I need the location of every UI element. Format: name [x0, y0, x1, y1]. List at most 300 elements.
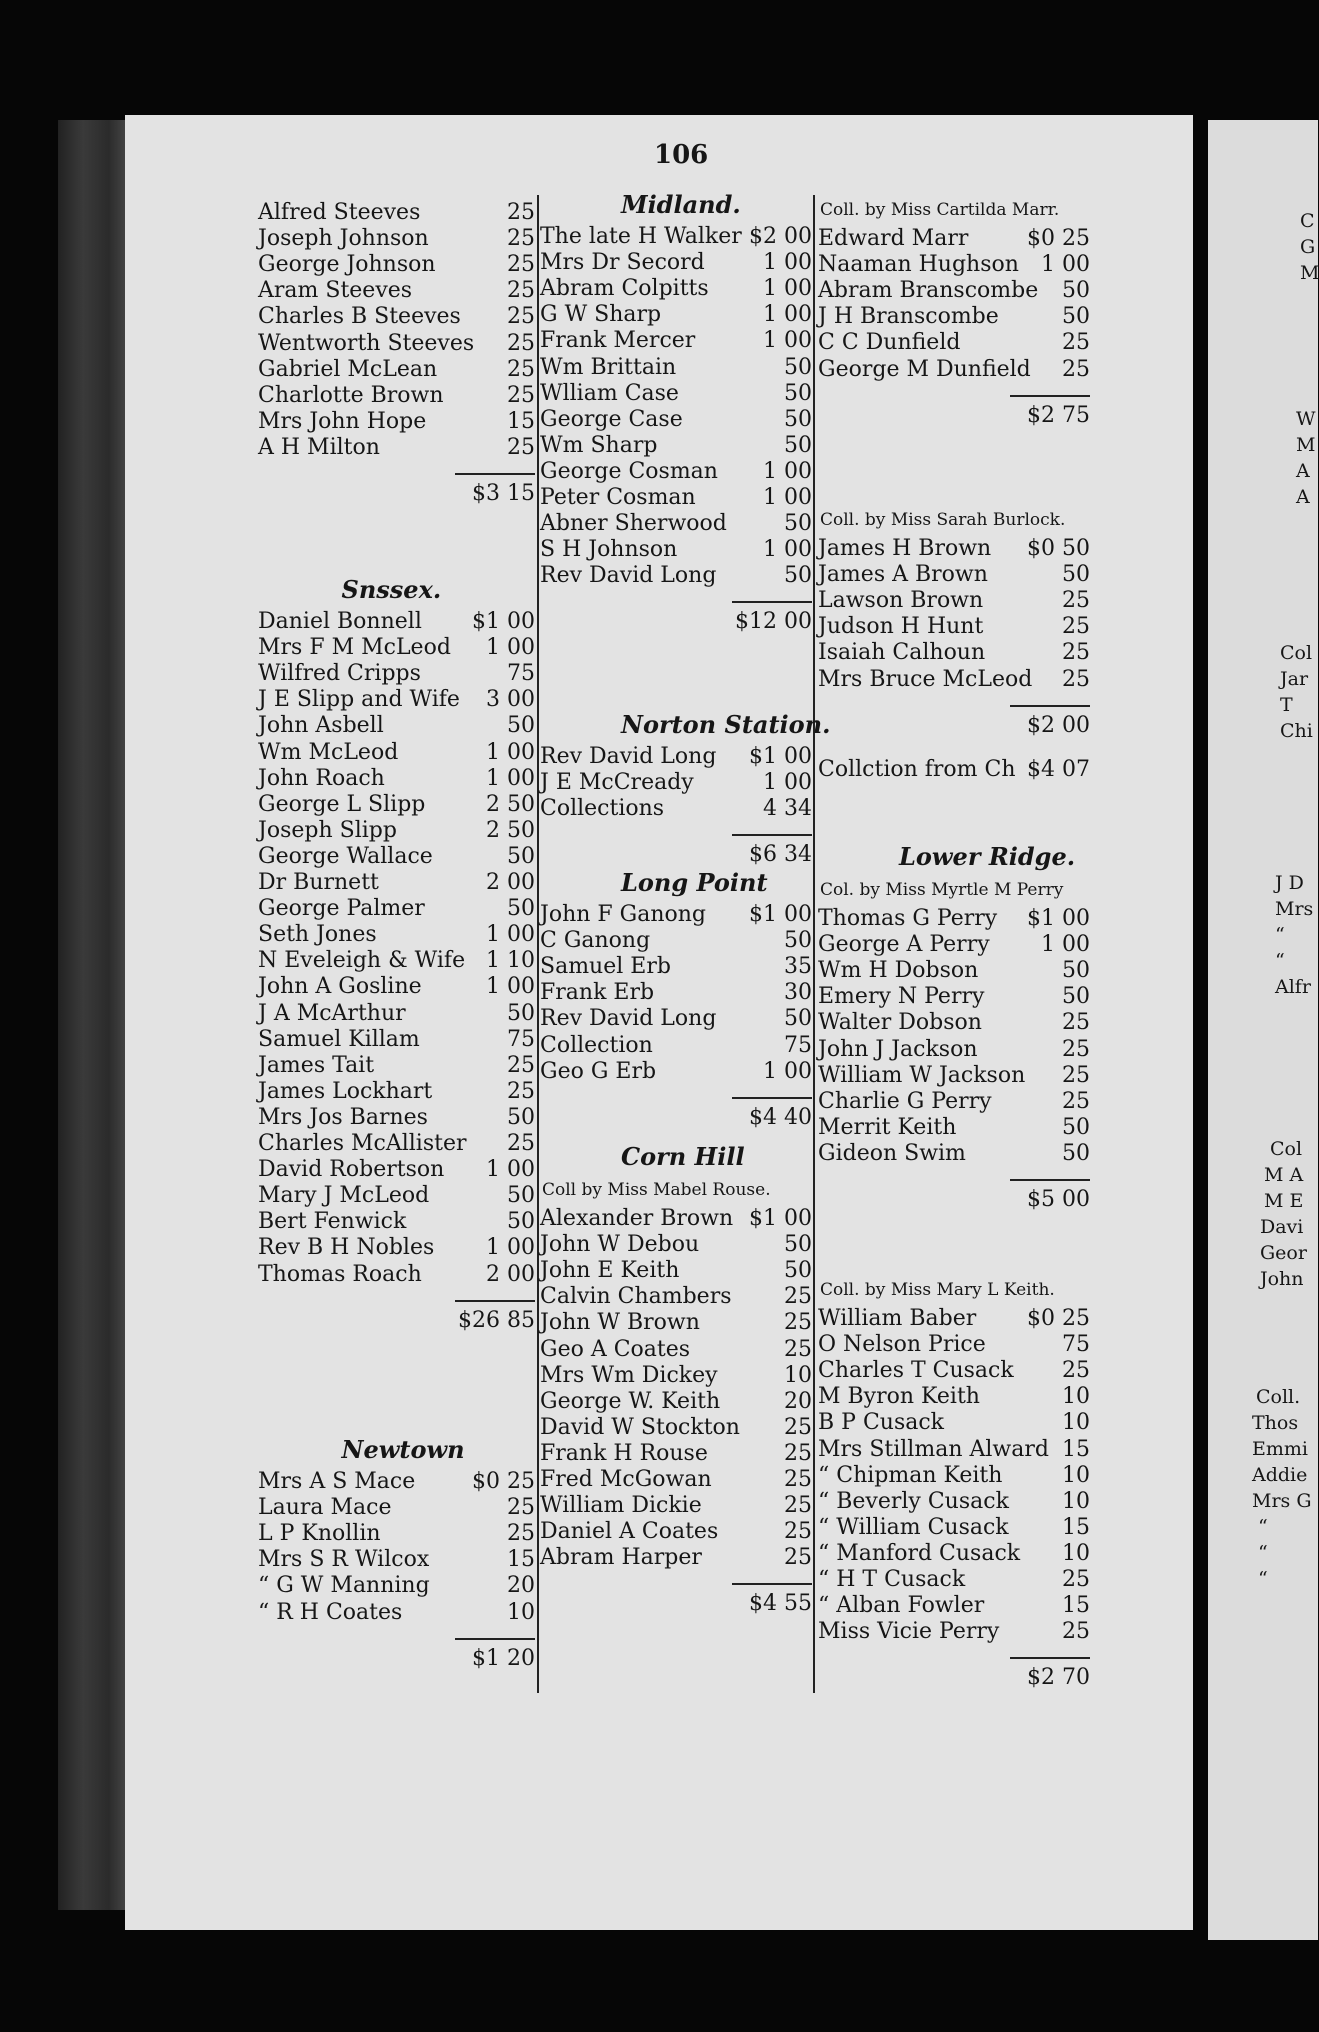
list-item — [258, 792, 535, 818]
contributor-name: C Ganong — [540, 928, 651, 954]
list-item — [258, 1183, 535, 1209]
list-item — [258, 252, 535, 278]
contributor-name: James Lockhart — [258, 1078, 433, 1104]
list-item — [540, 1006, 812, 1032]
contributor-name: Rev David Long — [540, 1006, 717, 1032]
amount: 25 — [1062, 640, 1090, 666]
contributor-name: John W Debou — [540, 1232, 700, 1258]
section-total: $4 55 — [749, 1591, 812, 1617]
contributor-name: Samuel Killam — [258, 1026, 420, 1052]
amount: 25 — [507, 1495, 535, 1521]
contributor-name: Rev David Long — [540, 744, 717, 769]
list-item — [818, 562, 1090, 588]
amount: 25 — [784, 1310, 812, 1336]
contributor-name: George Cosman — [540, 458, 718, 484]
amount: 50 — [784, 380, 812, 406]
list-item — [818, 1515, 1090, 1541]
amount: 10 — [784, 1362, 812, 1388]
contributor-name: Abram Branscombe — [818, 278, 1039, 304]
contributor-name: Rev B H Nobles — [258, 1235, 435, 1261]
list-item — [540, 537, 812, 563]
amount: 25 — [507, 1131, 535, 1156]
contributor-name: Charlie G Perry — [818, 1088, 992, 1114]
amount: $0 25 — [1027, 226, 1090, 251]
contributor-name: Charles McAllister — [258, 1131, 467, 1156]
list-item — [258, 383, 535, 409]
list-item — [258, 661, 535, 687]
amount: 1 00 — [486, 1157, 535, 1183]
list-item — [258, 896, 535, 922]
list-item — [258, 278, 535, 304]
contributor-name: Wm Sharp — [540, 432, 658, 458]
list-item — [818, 1619, 1090, 1645]
contributor-name: William Dickie — [540, 1493, 702, 1519]
contributor-name: Joseph Johnson — [258, 226, 429, 252]
amount: 10 — [507, 1599, 535, 1625]
list-item — [540, 250, 812, 276]
list-item — [258, 1001, 535, 1027]
contributor-name: “ Manford Cusack — [818, 1540, 1021, 1566]
contributor-name: Mrs Stillman Alward — [818, 1436, 1049, 1462]
amount: 15 — [1062, 1593, 1090, 1619]
list-item — [818, 304, 1090, 330]
amount: 15 — [507, 408, 535, 434]
amount: 25 — [507, 200, 535, 225]
list-item — [540, 1519, 812, 1545]
amount: 1 00 — [763, 328, 812, 354]
contributor-name: Daniel A Coates — [540, 1519, 719, 1545]
contributor-name: Frank Mercer — [540, 328, 696, 354]
contributor-name: John A Gosline — [258, 974, 422, 1000]
amount: 50 — [1062, 278, 1090, 304]
list-item — [540, 1258, 812, 1284]
amount: 25 — [784, 1440, 812, 1466]
contributor-name: Mrs John Hope — [258, 408, 427, 434]
facing-page-fragment: Alfr — [1275, 976, 1311, 998]
list-item — [258, 609, 535, 635]
contributor-name: Gideon Swim — [818, 1140, 966, 1166]
contributor-name: Wm Brittain — [540, 354, 677, 380]
contributor-name: B P Cusack — [818, 1410, 945, 1436]
total-rule — [1010, 395, 1090, 397]
total-rule — [1010, 1179, 1090, 1181]
list-item — [540, 276, 812, 302]
contributor-name: Thomas G Perry — [818, 906, 998, 931]
contributor-name: Geo G Erb — [540, 1058, 657, 1084]
amount: 2 50 — [486, 817, 535, 843]
amount: 25 — [784, 1467, 812, 1492]
list-item — [540, 796, 812, 822]
contributor-name: Charles B Steeves — [258, 304, 461, 330]
facing-page-fragment: M — [1300, 262, 1319, 284]
amount: 25 — [784, 1545, 812, 1571]
amount: 25 — [507, 304, 535, 330]
list-item — [818, 330, 1090, 356]
facing-page-fragment: Chi — [1280, 720, 1313, 742]
amount: 50 — [507, 843, 535, 869]
facing-page-fragment: “ — [1258, 1516, 1268, 1538]
extra-line — [818, 757, 1090, 783]
collector-note: Coll. by Miss Sarah Burlock. — [820, 510, 1066, 530]
list-item — [818, 1463, 1090, 1489]
amount: 50 — [784, 928, 812, 954]
amount: 10 — [1062, 1488, 1090, 1514]
list-item — [818, 357, 1090, 383]
list-item — [818, 1567, 1090, 1593]
list-item — [818, 1593, 1090, 1619]
amount: 50 — [507, 1183, 535, 1209]
total-rule — [732, 1097, 812, 1099]
facing-page-fragment: M — [1296, 434, 1316, 456]
contributor-name: Abram Harper — [540, 1545, 702, 1571]
list-item — [258, 1053, 535, 1079]
amount: 25 — [507, 278, 535, 304]
section-heading: Norton Station. — [621, 710, 831, 739]
amount: 1 00 — [486, 739, 535, 765]
amount: 25 — [507, 1078, 535, 1104]
contributor-name: George W. Keith — [540, 1388, 721, 1414]
amount: 25 — [1062, 1358, 1090, 1384]
contributor-name: Peter Cosman — [540, 485, 696, 510]
contributor-name: “ G W Manning — [258, 1573, 430, 1599]
contributor-name: Alexander Brown — [540, 1206, 734, 1231]
list-item — [540, 1389, 812, 1415]
amount: 1 00 — [763, 250, 812, 276]
list-item — [540, 563, 812, 589]
amount: $1 00 — [749, 902, 812, 927]
section-total: $2 70 — [1027, 1665, 1090, 1691]
contributor-name: George Palmer — [258, 896, 425, 922]
amount: 2 50 — [486, 791, 535, 817]
list-item — [818, 667, 1090, 693]
contributor-name: William W Jackson — [818, 1062, 1026, 1088]
amount: 50 — [1062, 1140, 1090, 1166]
contributor-name: Geo A Coates — [540, 1336, 691, 1362]
list-item — [258, 1131, 535, 1157]
section-total: $3 15 — [472, 481, 535, 506]
contributor-name: Aram Steeves — [258, 278, 413, 304]
contributor-name: O Nelson Price — [818, 1332, 986, 1358]
list-item — [818, 932, 1090, 958]
amount: 1 00 — [1041, 932, 1090, 958]
facing-page-fragment: Geor — [1260, 1242, 1307, 1264]
list-item — [258, 740, 535, 766]
section-total: $5 00 — [1027, 1187, 1090, 1212]
list-item — [818, 1063, 1090, 1089]
list-item — [258, 1235, 535, 1261]
list-item — [540, 511, 812, 537]
list-item — [258, 870, 535, 896]
list-item — [540, 1441, 812, 1467]
amount: 25 — [1062, 588, 1090, 614]
contributor-name: Walter Dobson — [818, 1010, 982, 1036]
amount: 50 — [1062, 1114, 1090, 1140]
list-item — [540, 1467, 812, 1493]
list-item — [818, 536, 1090, 562]
amount: 25 — [507, 226, 535, 252]
contributor-name: C C Dunfield — [818, 330, 961, 356]
contributor-name: John Roach — [258, 765, 385, 791]
amount: 25 — [1062, 1010, 1090, 1036]
amount: 1 00 — [763, 485, 812, 510]
amount: 25 — [507, 1052, 535, 1078]
list-item — [258, 304, 535, 330]
list-item — [540, 902, 812, 928]
facing-page-fragment: Coll. — [1256, 1386, 1301, 1408]
contributor-name: Laura Mace — [258, 1495, 392, 1521]
section-total: $2 00 — [1027, 712, 1090, 738]
list-item — [818, 1332, 1090, 1358]
list-item — [540, 744, 812, 770]
list-item — [540, 355, 812, 381]
facing-page-fragment: Col — [1280, 642, 1313, 664]
facing-page-fragment: J D — [1275, 872, 1304, 894]
facing-page-fragment: Emmi — [1252, 1438, 1308, 1460]
amount: 50 — [507, 1104, 535, 1130]
list-item — [818, 1437, 1090, 1463]
list-item — [818, 614, 1090, 640]
facing-page-fragment: A — [1296, 460, 1310, 482]
list-item — [258, 435, 535, 461]
contributor-name: Wlliam Case — [540, 380, 679, 406]
amount: 25 — [1062, 666, 1090, 692]
list-item — [540, 1363, 812, 1389]
contributor-name: Fred McGowan — [540, 1467, 712, 1492]
contributor-name: George M Dunfield — [818, 356, 1031, 382]
amount: 20 — [784, 1388, 812, 1414]
amount: $1 00 — [749, 744, 812, 769]
amount: 10 — [1062, 1540, 1090, 1566]
contributor-name: Collections — [540, 796, 665, 822]
list-item — [258, 766, 535, 792]
list-item — [540, 407, 812, 433]
list-item — [818, 278, 1090, 304]
contributor-name: “ Alban Fowler — [818, 1593, 985, 1619]
list-item — [818, 1384, 1090, 1410]
amount: 25 — [1062, 1062, 1090, 1088]
amount: 75 — [507, 661, 535, 687]
contributor-name: Dr Burnett — [258, 870, 379, 895]
contributor-name: Naaman Hughson — [818, 252, 1019, 278]
contributor-name: Miss Vicie Perry — [818, 1619, 1000, 1645]
section-heading: Newtown — [341, 1435, 465, 1464]
contributor-name: Bert Fenwick — [258, 1209, 407, 1235]
amount: 4 34 — [763, 796, 812, 822]
list-item — [258, 844, 535, 870]
amount: 25 — [507, 356, 535, 382]
contributor-name: Thomas Roach — [258, 1261, 422, 1287]
list-item — [258, 1262, 535, 1288]
contributor-name: S H Johnson — [540, 537, 678, 563]
amount: 25 — [1062, 1619, 1090, 1645]
section-heading: Long Point — [621, 868, 768, 897]
amount: 15 — [1062, 1436, 1090, 1462]
amount: 25 — [784, 1336, 812, 1362]
contributor-name: M Byron Keith — [818, 1384, 980, 1410]
amount: 25 — [1062, 356, 1090, 382]
contributor-name: Merrit Keith — [818, 1114, 957, 1140]
section-total: $6 34 — [749, 842, 812, 868]
contributor-name: L P Knollin — [258, 1521, 381, 1547]
list-item — [540, 302, 812, 328]
amount: 50 — [507, 713, 535, 739]
total-rule — [1010, 1657, 1090, 1659]
list-item — [540, 224, 812, 250]
list-item — [818, 1358, 1090, 1384]
contributor-name: “ Chipman Keith — [818, 1462, 1003, 1488]
amount: 20 — [507, 1573, 535, 1599]
amount: 25 — [1062, 1088, 1090, 1114]
amount: 50 — [784, 511, 812, 537]
section-total: $4 40 — [749, 1104, 812, 1130]
amount: 1 00 — [763, 770, 812, 796]
list-item — [818, 1489, 1090, 1515]
contributor-name: J H Branscombe — [818, 304, 999, 330]
total-rule — [455, 1638, 535, 1640]
amount: 1 00 — [763, 537, 812, 563]
facing-page-fragment: A — [1296, 486, 1310, 508]
facing-page-edge — [1208, 120, 1318, 1940]
amount: 75 — [507, 1026, 535, 1052]
facing-page-fragment: Thos — [1252, 1412, 1299, 1434]
amount: 75 — [784, 1032, 812, 1058]
amount: 1 00 — [763, 458, 812, 484]
contributor-name: James H Brown — [818, 536, 992, 561]
contributor-name: Mrs Wm Dickey — [540, 1362, 718, 1388]
list-item — [258, 226, 535, 252]
amount: 1 00 — [486, 922, 535, 948]
contributor-name: Frank H Rouse — [540, 1440, 708, 1466]
list-item — [258, 687, 535, 713]
contributor-name: J E Slipp and Wife — [258, 687, 460, 713]
list-item — [818, 226, 1090, 252]
section-total: $26 85 — [458, 1307, 535, 1333]
amount: 30 — [784, 980, 812, 1006]
contributor-name: Mrs Dr Secord — [540, 250, 705, 276]
contributor-name: Mrs F M McLeod — [258, 635, 451, 661]
amount: 1 00 — [486, 974, 535, 1000]
facing-page-fragment: C — [1300, 210, 1315, 232]
list-item — [818, 1037, 1090, 1063]
total-rule — [732, 601, 812, 603]
list-item — [258, 1469, 535, 1495]
contributor-name: John J Jackson — [818, 1036, 978, 1062]
list-item — [540, 1206, 812, 1232]
facing-page-fragment: John — [1260, 1268, 1304, 1290]
amount: 10 — [1062, 1410, 1090, 1436]
contributor-name: George Johnson — [258, 252, 436, 278]
book-spine — [58, 120, 130, 1910]
contributor-name: Mrs S R Wilcox — [258, 1547, 430, 1573]
list-item — [818, 1141, 1090, 1167]
list-item — [540, 381, 812, 407]
facing-page-fragment: T — [1280, 694, 1293, 716]
facing-page-fragment: “ — [1275, 924, 1285, 946]
facing-page-fragment: M E — [1264, 1190, 1304, 1212]
list-item — [258, 1105, 535, 1131]
list-item — [818, 958, 1090, 984]
facing-page-fragment: Col — [1270, 1138, 1303, 1160]
amount: 10 — [1062, 1462, 1090, 1488]
amount: 25 — [1062, 614, 1090, 640]
amount: 50 — [784, 563, 812, 589]
facing-page-fragment: Jar — [1280, 668, 1309, 690]
list-item — [540, 1310, 812, 1336]
amount: 50 — [784, 1232, 812, 1258]
list-item — [258, 357, 535, 383]
list-item — [540, 1059, 812, 1085]
collection-label: Collction from Ch — [818, 756, 1016, 782]
amount: 2 00 — [486, 870, 535, 895]
amount: 50 — [507, 1209, 535, 1235]
amount: 1 00 — [486, 635, 535, 661]
section-total: $2 75 — [1027, 402, 1090, 428]
contributor-name: “ Beverly Cusack — [818, 1488, 1009, 1514]
contributor-name: “ R H Coates — [258, 1599, 403, 1625]
list-item — [818, 252, 1090, 278]
amount: 50 — [784, 354, 812, 380]
amount: 25 — [507, 382, 535, 408]
contributor-name: Isaiah Calhoun — [818, 640, 986, 666]
list-item — [540, 980, 812, 1006]
amount: 50 — [1062, 304, 1090, 330]
contributor-name: Wentworth Steeves — [258, 330, 475, 356]
list-item — [258, 331, 535, 357]
amount: $0 50 — [1027, 536, 1090, 561]
contributor-name: John Asbell — [258, 713, 384, 739]
list-item — [258, 974, 535, 1000]
amount: 25 — [1062, 1036, 1090, 1062]
contributor-name: George L Slipp — [258, 791, 426, 817]
list-item — [258, 1600, 535, 1626]
contributor-name: John W Brown — [540, 1310, 700, 1336]
facing-page-fragment: Mrs G — [1252, 1490, 1312, 1512]
list-item — [818, 984, 1090, 1010]
amount: 15 — [1062, 1514, 1090, 1540]
contributor-name: John E Keith — [540, 1258, 680, 1284]
contributor-name: J A McArthur — [258, 1000, 406, 1026]
contributor-name: Edward Marr — [818, 226, 969, 251]
contributor-name: John F Ganong — [540, 902, 707, 927]
contributor-name: Mrs Jos Barnes — [258, 1104, 428, 1130]
amount: 1 00 — [486, 765, 535, 791]
contributor-name: Collection — [540, 1032, 653, 1058]
amount: 50 — [1062, 562, 1090, 588]
list-item — [258, 1027, 535, 1053]
amount: $1 00 — [749, 1206, 812, 1231]
list-item — [540, 1545, 812, 1571]
facing-page-fragment: Addie — [1252, 1464, 1308, 1486]
amount: 1 00 — [763, 276, 812, 302]
contributor-name: The late H Walker — [540, 224, 742, 249]
contributor-name: Seth Jones — [258, 922, 377, 948]
list-item — [540, 1033, 812, 1059]
contributor-name: George A Perry — [818, 932, 990, 958]
contributor-name: David W Stockton — [540, 1414, 740, 1440]
list-item — [258, 1521, 535, 1547]
facing-page-fragment: M A — [1264, 1164, 1304, 1186]
list-item — [818, 1010, 1090, 1036]
contributor-name: Mrs Bruce McLeod — [818, 666, 1033, 692]
list-item — [818, 1089, 1090, 1115]
contributor-name: James A Brown — [818, 562, 988, 588]
amount: 1 00 — [486, 1235, 535, 1261]
facing-page-fragment: G — [1300, 236, 1316, 258]
total-rule — [1010, 705, 1090, 707]
list-item — [540, 954, 812, 980]
list-item — [540, 1493, 812, 1519]
total-rule — [455, 473, 535, 475]
